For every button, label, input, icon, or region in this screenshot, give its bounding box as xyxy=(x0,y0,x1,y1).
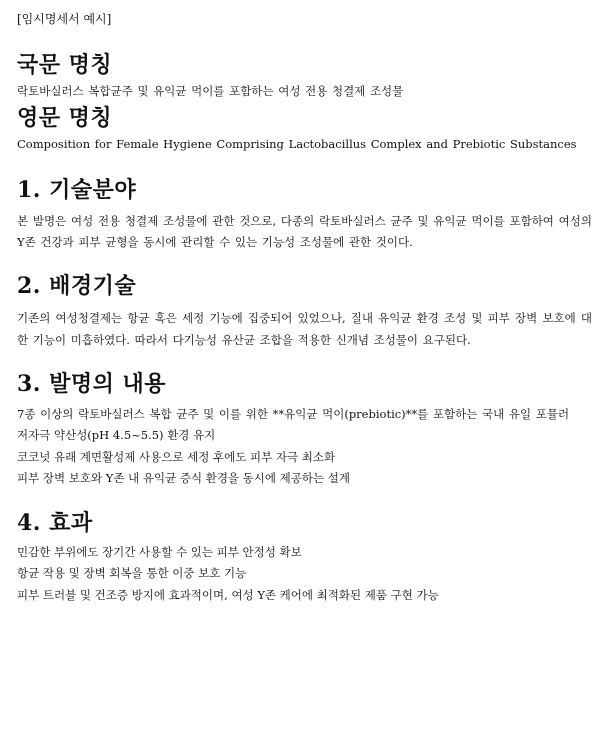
list-item: 민감한 부위에도 장기간 사용할 수 있는 피부 안정성 확보 xyxy=(17,544,302,559)
section-heading: 4. 효과 xyxy=(17,509,93,536)
document-label: [임시명세서 예시] xyxy=(17,12,112,26)
section-technical-field xyxy=(17,175,592,253)
list-item: 피부 트러블 및 건조증 방지에 효과적이며, 여성 Y존 케어에 최적화된 제품 구현 가능 xyxy=(17,587,439,602)
section-background-art xyxy=(17,271,592,351)
english-title-heading: 영문 명칭 xyxy=(17,105,113,131)
english-title: Composition for Female Hygiene Comprising Lactobacillus Complex and Prebiotic Substances xyxy=(17,137,577,151)
effects-list xyxy=(17,542,592,607)
section-heading: 2. 배경기술 xyxy=(17,273,137,299)
section-paragraph: 본 발명은 여성 전용 청결제 조성물에 관한 것으로, 다종의 락토바실러스 균주 및 유익균 먹이를 포함하여 여성의 Y존 건강과 피부 균형을 동시에 관리할 수 있는 기능성 조성물에 관한 것이다. xyxy=(17,214,592,249)
list-item: 저자극 약산성(pH 4.5~5.5) 환경 유지 xyxy=(17,428,216,442)
section-paragraph: 기존의 여성청결제는 항균 혹은 세정 기능에 집중되어 있었으나, 질내 유익균 환경 조성 및 피부 장벽 보호에 대한 기능이 미흡하였다. 따라서 다기능성 유산균 조합을 적용한 신개념 조성물이 요구된다. xyxy=(17,311,592,347)
section-invention-content xyxy=(17,369,592,490)
section-heading: 3. 발명의 내용 xyxy=(17,371,167,397)
list-item: 7종 이상의 락토바실러스 복합 균주 및 이를 위한 **유익균 먹이(prebiotic)**를 포함하는 국내 유일 포뮬러 xyxy=(17,407,570,421)
list-item: 피부 장벽 보호와 Y존 내 유익균 증식 환경을 동시에 제공하는 설계 xyxy=(17,471,350,485)
section-heading: 1. 기술분야 xyxy=(17,177,137,203)
korean-title-heading: 국문 명칭 xyxy=(17,52,113,78)
section-effects xyxy=(17,508,592,607)
list-item: 항균 작용 및 장벽 회복을 통한 이중 보호 기능 xyxy=(17,566,247,580)
list-item: 코코넛 유래 계면활성제 사용으로 세정 후에도 피부 자극 최소화 xyxy=(17,449,336,464)
content-list xyxy=(17,403,592,490)
korean-title: 락토바실러스 복합균주 및 유익균 먹이를 포함하는 여성 전용 청결제 조성물 xyxy=(17,84,404,98)
